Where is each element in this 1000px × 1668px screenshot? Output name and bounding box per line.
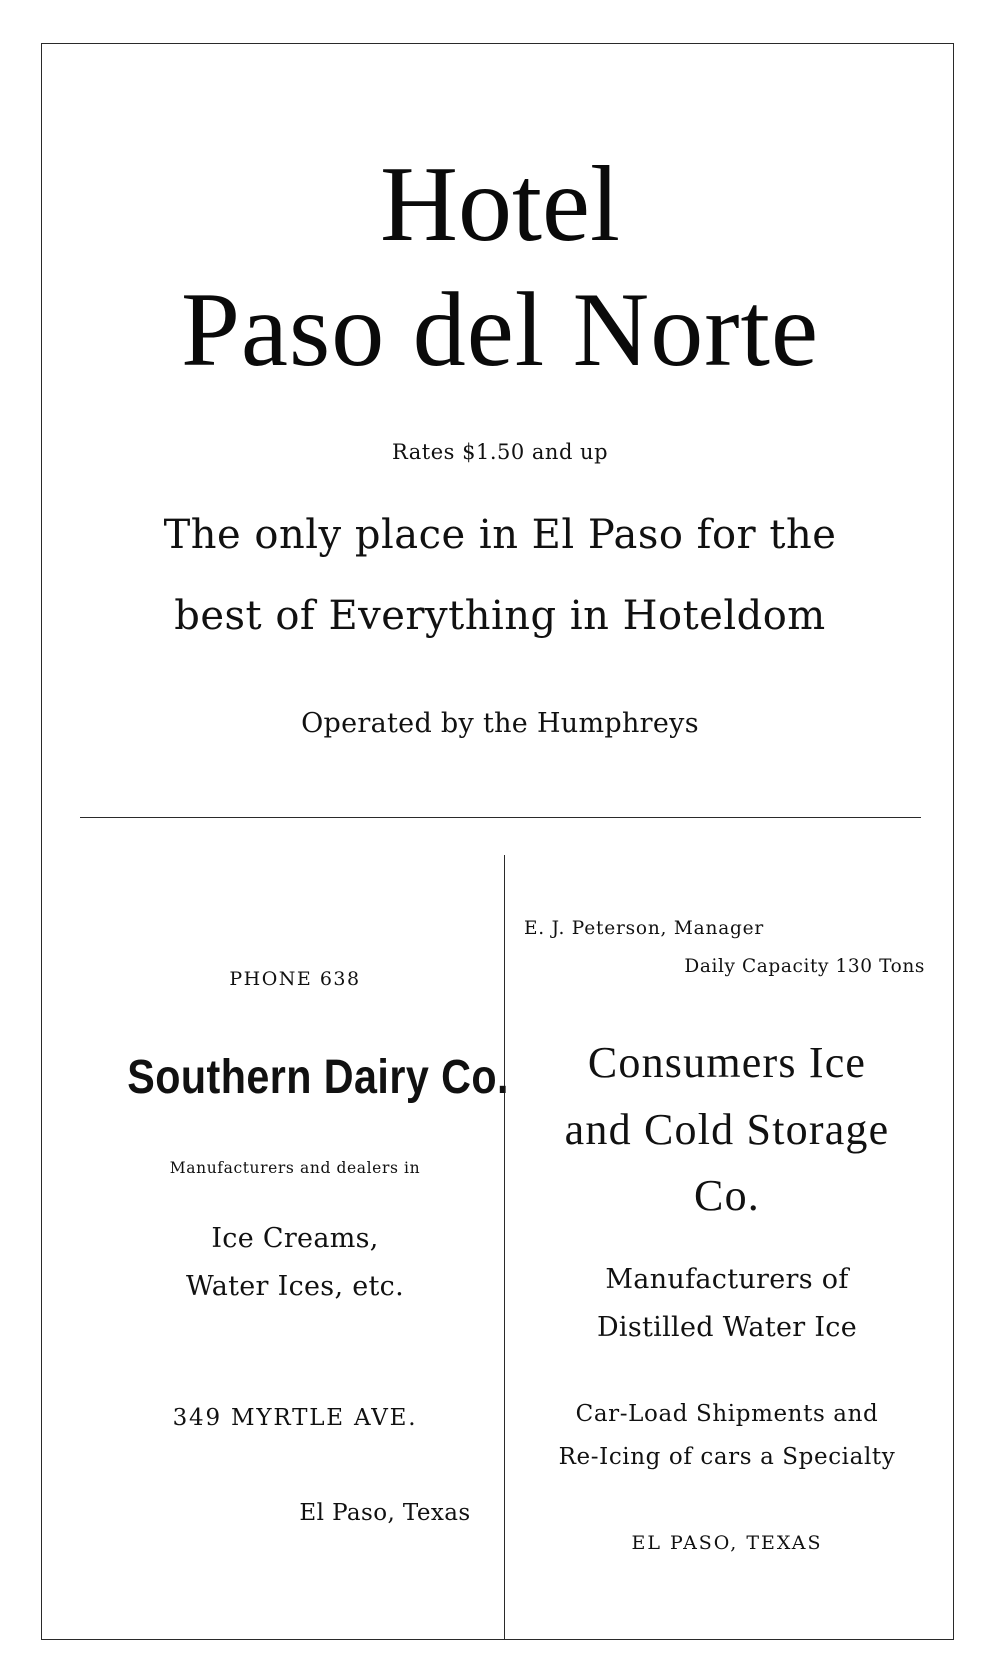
- dairy-phone: PHONE 638: [229, 968, 361, 990]
- vertical-divider: [504, 855, 505, 1640]
- ice-service-line-2: Re-Icing of cars a Specialty: [558, 1444, 896, 1470]
- hotel-rates: Rates $1.50 and up: [391, 440, 609, 464]
- dairy-products-line-1: Ice Creams,: [211, 1223, 379, 1254]
- ice-capacity: Daily Capacity 130 Tons: [684, 956, 925, 977]
- hotel-tagline-line-1: The only place in El Paso for the: [163, 512, 837, 558]
- dairy-products-line-2: Water Ices, etc.: [186, 1271, 404, 1302]
- dairy-city: El Paso, Texas: [299, 1500, 471, 1526]
- dairy-name: Southern Dairy Co.: [127, 1051, 509, 1104]
- ice-service-line-1: Car-Load Shipments and: [575, 1401, 879, 1427]
- dairy-address: 349 MYRTLE AVE.: [172, 1405, 418, 1431]
- ice-name-line-1: Consumers Ice: [587, 1038, 867, 1087]
- hotel-title-line-1: Hotel: [380, 145, 620, 264]
- ice-products-line-1: Manufacturers of: [605, 1264, 849, 1295]
- horizontal-divider: [80, 817, 921, 818]
- ice-name-line-3: Co.: [694, 1171, 760, 1220]
- hotel-title-line-2: Paso del Norte: [180, 271, 820, 388]
- ice-name-line-2: and Cold Storage: [564, 1105, 890, 1154]
- ice-manager: E. J. Peterson, Manager: [524, 918, 765, 939]
- hotel-operator: Operated by the Humphreys: [301, 708, 699, 739]
- ice-products-line-2: Distilled Water Ice: [596, 1312, 858, 1343]
- hotel-tagline-line-2: best of Everything in Hoteldom: [174, 593, 826, 639]
- ice-city: EL PASO, TEXAS: [631, 1532, 823, 1554]
- dairy-description: Manufacturers and dealers in: [169, 1159, 421, 1177]
